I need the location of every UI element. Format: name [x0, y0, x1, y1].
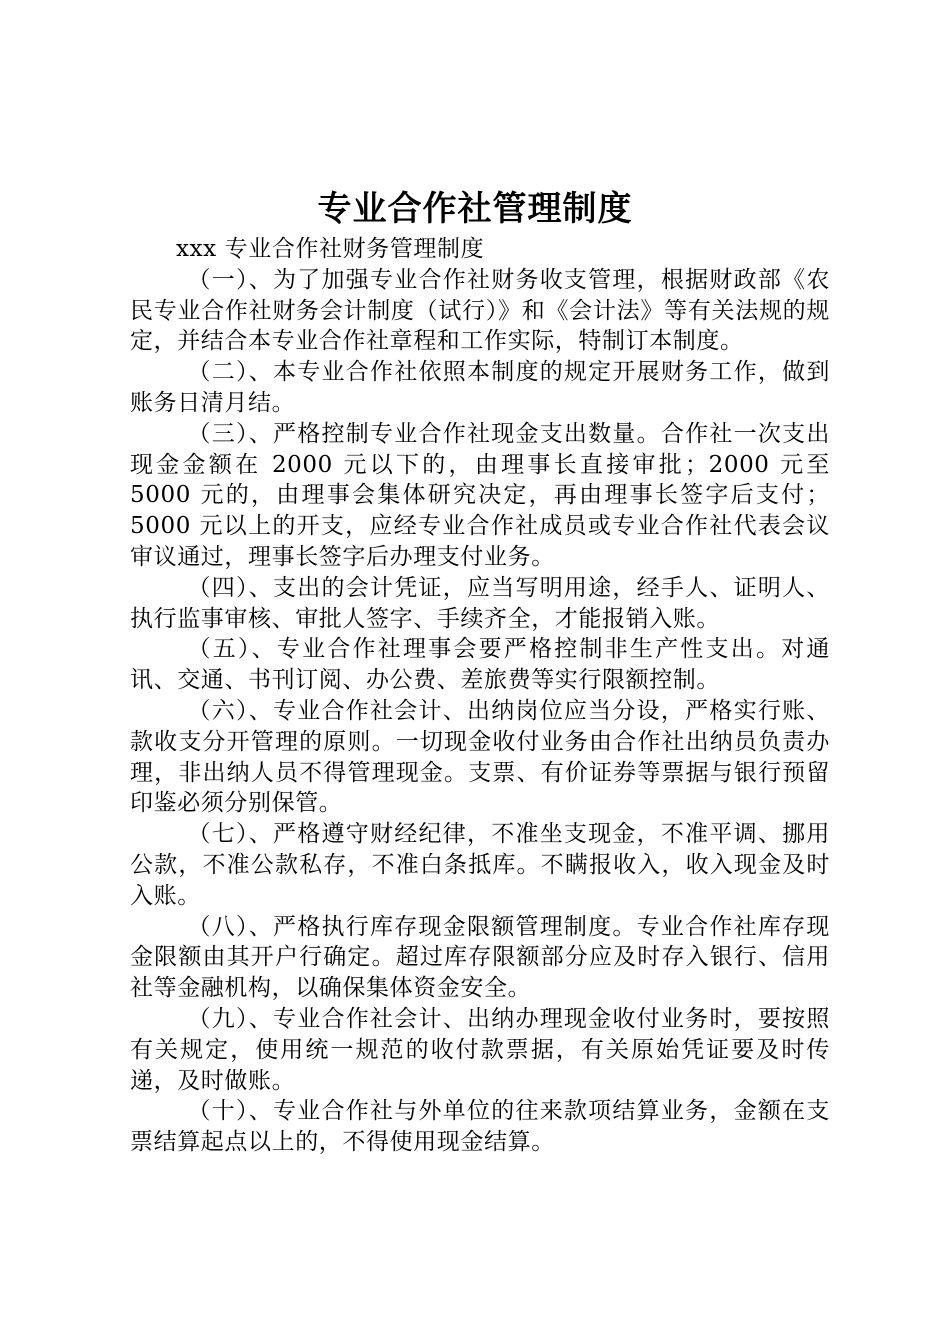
paragraph-2: （二）、本专业合作社依照本制度的规定开展财务工作，做到账务日清月结。 [130, 359, 830, 416]
paragraph-6: （六）、专业合作社会计、出纳岗位应当分设，严格实行账、款收支分开管理的原则。一切现金收付业务由合作社出纳员负责办理，非出纳人员不得管理现金。支票、有价证券等票据与银行预留印鉴必须分别保管。 [130, 697, 830, 817]
document-body [130, 234, 830, 1158]
document-title: 专业合作社管理制度 [317, 189, 633, 229]
paragraph-5: （五）、专业合作社理事会要严格控制非生产性支出。对通讯、交通、书刊订阅、办公费、差旅费等实行限额控制。 [130, 636, 830, 694]
paragraph-8: （八）、严格执行库存现金限额管理制度。专业合作社库存现金限额由其开户行确定。超过库存限额部分应及时存入银行、信用社等金融机构，以确保集体资金安全。 [130, 913, 830, 1002]
paragraph-10: （十）、专业合作社与外单位的往来款项结算业务，金额在支票结算起点以上的，不得使用现金结算。 [130, 1098, 830, 1156]
paragraph-1: （一）、为了加强专业合作社财务收支管理，根据财政部《农民专业合作社财务会计制度（试行）》和《会计法》等有关法规的规定，并结合本专业合作社章程和工作实际，特制订本制度。 [130, 266, 830, 355]
paragraph-3: （三）、严格控制专业合作社现金支出数量。合作社一次支出现金金额在 2000 元以下的，由理事长直接审批；2000 元至 5000 元的，由理事会集体研究决定，再由理事长签字后支付；5000 元以上的开支，应经专业合作社成员或专业合作社代表会议审议通过，理事长签字后办理支付业务。 [130, 420, 830, 570]
paragraph-7: （七）、严格遵守财经纪律，不准坐支现金，不准平调、挪用公款，不准公款私存，不准白条抵库。不瞒报收入，收入现金及时入账。 [130, 821, 830, 909]
paragraph-4: （四）、支出的会计凭证，应当写明用途，经手人、证明人、执行监事审核、审批人签字、手续齐全，才能报销入账。 [130, 574, 830, 632]
document-subtitle: xxx 专业合作社财务管理制度 [176, 236, 485, 262]
paragraph-9: （九）、专业合作社会计、出纳办理现金收付业务时，要按照有关规定，使用统一规范的收付款票据，有关原始凭证要及时传递，及时做账。 [130, 1005, 830, 1094]
